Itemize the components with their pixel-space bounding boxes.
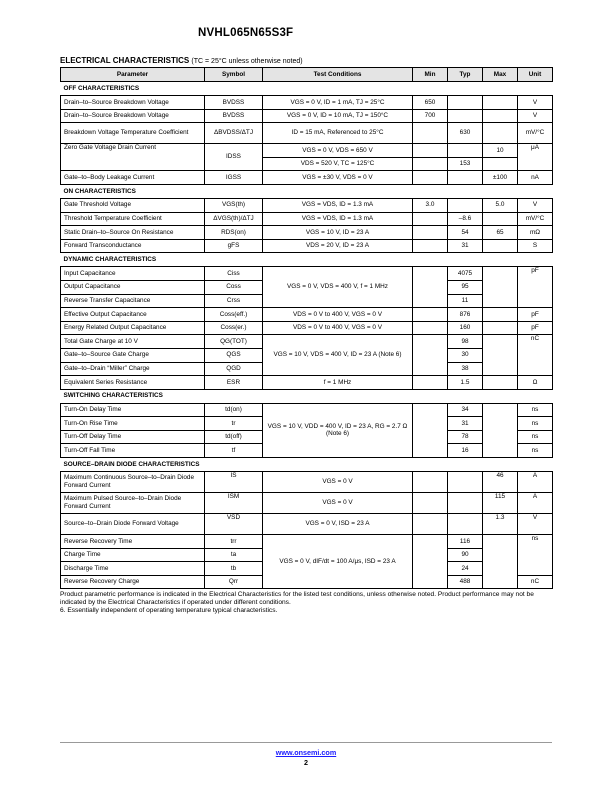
group-title: SWITCHING CHARACTERISTICS (61, 389, 553, 403)
cell-min (413, 171, 448, 185)
cell-sym: QGD (205, 362, 263, 376)
table-row (61, 198, 553, 212)
cell-sym: Coss(er.) (205, 321, 263, 335)
cell-param: Discharge Time (61, 562, 205, 576)
cell-param: Total Gate Charge at 10 V (61, 335, 205, 349)
cell-sym: tb (205, 562, 263, 576)
cell-unit: Ω (518, 376, 553, 390)
cell-typ (448, 514, 483, 535)
cell-sym: IS (205, 472, 263, 493)
cell-param: Maximum Continuous Source–to–Drain Diode Forward Current (61, 472, 205, 493)
footnote-main: Product parametric performance is indicated in the Electrical Characteristics for the listed test conditions, unless otherwise noted. Product performance may not be indicated by the Electrical Characteristics if operated under different conditions. (60, 591, 534, 607)
cell-sym: tf (205, 444, 263, 458)
section-subtitle: (TC = 25°C unless otherwise noted) (191, 58, 303, 65)
cell-cond: VGS = VDS, ID = 1.3 mA (263, 198, 413, 212)
cell-sym: trr (205, 535, 263, 549)
cell-cond: VGS = 0 V, ID = 10 mA, TJ = 150°C (263, 109, 413, 123)
cell-typ: 16 (448, 444, 483, 458)
cell-unit: mV/°C (518, 212, 553, 226)
footer-website-link[interactable]: www.onsemi.com (275, 748, 337, 757)
cell-cond: VGS = 0 V (263, 493, 413, 514)
cell-min: 650 (413, 96, 448, 110)
table-row (61, 96, 553, 110)
cell-sym: Coss (205, 280, 263, 294)
cell-min (413, 376, 448, 390)
cell-sym: QGS (205, 348, 263, 362)
footnotes (60, 591, 552, 614)
cell-max: 1.3 (483, 514, 518, 535)
cell-unit: nA (518, 171, 553, 185)
cell-cond: VDS = 0 V to 400 V, VGS = 0 V (263, 308, 413, 322)
cell-param: Drain–to–Source Breakdown Voltage (61, 96, 205, 110)
electrical-characteristics-table (60, 67, 553, 589)
group-source-drain-diode-characteristics (61, 458, 553, 472)
table-row (61, 267, 553, 281)
cell-typ (448, 198, 483, 212)
cell-unit: S (518, 239, 553, 253)
cell-min (413, 308, 448, 322)
cell-min (413, 321, 448, 335)
group-switching-characteristics (61, 389, 553, 403)
cell-typ: 876 (448, 308, 483, 322)
table-row (61, 123, 553, 144)
cell-min (413, 535, 448, 589)
cell-sym: ΔBVDSS/ΔTJ (205, 123, 263, 144)
cell-cond: VGS = 0 V, VDS = 650 V (263, 144, 413, 158)
cell-typ: 4075 (448, 267, 483, 281)
table-row (61, 239, 553, 253)
group-title: SOURCE–DRAIN DIODE CHARACTERISTICS (61, 458, 553, 472)
cell-min (413, 335, 448, 376)
cell-cond: VGS = ±30 V, VDS = 0 V (263, 171, 413, 185)
cell-max (483, 321, 518, 335)
cell-typ: 34 (448, 403, 483, 417)
cell-unit: pF (518, 321, 553, 335)
page-number: 2 (304, 758, 308, 767)
table-row (61, 514, 553, 535)
cell-sym: VSD (205, 514, 263, 535)
cell-param: Turn-On Delay Time (61, 403, 205, 417)
table-header-row (61, 68, 553, 82)
cell-min (413, 267, 448, 308)
cell-typ: 1.5 (448, 376, 483, 390)
cell-typ: 54 (448, 226, 483, 240)
cell-typ: 153 (448, 157, 483, 171)
cell-max (483, 239, 518, 253)
cell-typ: 30 (448, 348, 483, 362)
cell-cond: VDS = 520 V, TC = 125°C (263, 157, 413, 171)
cell-cond: VGS = 10 V, VDD = 400 V, ID = 23 A, RG = 2.7 Ω (Note 6) (263, 403, 413, 457)
cell-sym: BVDSS (205, 96, 263, 110)
cell-unit: ns (518, 444, 553, 458)
cell-max (483, 212, 518, 226)
cell-typ: 630 (448, 123, 483, 144)
cell-param: Equivalent Series Resistance (61, 376, 205, 390)
group-title: ON CHARACTERISTICS (61, 184, 553, 198)
cell-sym: ESR (205, 376, 263, 390)
header-test-conditions: Test Conditions (263, 68, 413, 82)
cell-unit: V (518, 96, 553, 110)
cell-cond: VGS = 0 V, ID = 1 mA, TJ = 25°C (263, 96, 413, 110)
cell-cond: f = 1 MHz (263, 376, 413, 390)
cell-max: 65 (483, 226, 518, 240)
table-row (61, 535, 553, 549)
cell-cond: VDS = 0 V to 400 V, VGS = 0 V (263, 321, 413, 335)
table-row (61, 335, 553, 349)
cell-param: Source–to–Drain Diode Forward Voltage (61, 514, 205, 535)
cell-param: Charge Time (61, 548, 205, 562)
cell-min: 3.0 (413, 198, 448, 212)
cell-typ: 98 (448, 335, 483, 349)
table-row (61, 472, 553, 493)
cell-param: Effective Output Capacitance (61, 308, 205, 322)
cell-unit: μA (518, 144, 553, 171)
cell-typ (448, 96, 483, 110)
cell-sym: Crss (205, 294, 263, 308)
cell-min (413, 144, 448, 158)
cell-sym: BVDSS (205, 109, 263, 123)
cell-min (413, 472, 448, 493)
section-title-text: ELECTRICAL CHARACTERISTICS (60, 56, 190, 65)
cell-sym: td(on) (205, 403, 263, 417)
cell-typ: –8.6 (448, 212, 483, 226)
cell-max (483, 123, 518, 144)
table-row (61, 226, 553, 240)
cell-unit: nC (518, 575, 553, 589)
header-symbol: Symbol (205, 68, 263, 82)
header-max: Max (483, 68, 518, 82)
cell-min (413, 514, 448, 535)
part-number-header: NVHL065N65S3F (198, 27, 294, 39)
table-row (61, 403, 553, 417)
cell-max (483, 267, 518, 308)
cell-sym: ΔVGS(th)/ΔTJ (205, 212, 263, 226)
table-row (61, 493, 553, 514)
cell-unit: nC (518, 335, 553, 376)
cell-param: Forward Transconductance (61, 239, 205, 253)
cell-typ: 31 (448, 239, 483, 253)
cell-param: Input Capacitance (61, 267, 205, 281)
electrical-characteristics-section (60, 56, 552, 614)
cell-min (413, 212, 448, 226)
cell-max: ±100 (483, 171, 518, 185)
cell-cond: VGS = 0 V (263, 472, 413, 493)
cell-max (483, 157, 518, 171)
cell-typ: 116 (448, 535, 483, 549)
cell-param: Reverse Recovery Time (61, 535, 205, 549)
cell-sym: ta (205, 548, 263, 562)
cell-unit: pF (518, 267, 553, 308)
cell-param: Reverse Recovery Charge (61, 575, 205, 589)
cell-param: Turn-On Rise Time (61, 417, 205, 431)
group-on-characteristics (61, 184, 553, 198)
cell-typ: 24 (448, 562, 483, 576)
cell-sym: ISM (205, 493, 263, 514)
cell-param: Turn-Off Fall Time (61, 444, 205, 458)
cell-param: Gate Threshold Voltage (61, 198, 205, 212)
cell-typ (448, 144, 483, 158)
cell-param: Breakdown Voltage Temperature Coefficient (61, 123, 205, 144)
group-dynamic-characteristics (61, 253, 553, 267)
cell-typ (448, 171, 483, 185)
cell-param: Energy Related Output Capacitance (61, 321, 205, 335)
table-row (61, 321, 553, 335)
cell-max: 10 (483, 144, 518, 158)
cell-cond: VGS = 0 V, VDS = 400 V, f = 1 MHz (263, 267, 413, 308)
cell-sym: Ciss (205, 267, 263, 281)
header-parameter: Parameter (61, 68, 205, 82)
cell-unit: ns (518, 535, 553, 576)
footnote-6: 6. Essentially independent of operating temperature typical characteristics. (60, 606, 278, 614)
cell-cond: VGS = 10 V, VDS = 400 V, ID = 23 A (Note 6) (263, 335, 413, 376)
cell-typ (448, 472, 483, 493)
cell-param: Reverse Transfer Capacitance (61, 294, 205, 308)
cell-unit: mΩ (518, 226, 553, 240)
cell-sym: IDSS (205, 144, 263, 171)
cell-sym: VGS(th) (205, 198, 263, 212)
cell-param: Gate–to–Source Gate Charge (61, 348, 205, 362)
cell-cond: VGS = 0 V, ISD = 23 A (263, 514, 413, 535)
table-row (61, 308, 553, 322)
header-unit: Unit (518, 68, 553, 82)
cell-typ: 38 (448, 362, 483, 376)
cell-typ: 31 (448, 417, 483, 431)
cell-sym: Qrr (205, 575, 263, 589)
cell-typ: 160 (448, 321, 483, 335)
cell-sym: gFS (205, 239, 263, 253)
table-row (61, 212, 553, 226)
cell-max (483, 403, 518, 457)
cell-typ: 95 (448, 280, 483, 294)
cell-typ: 78 (448, 430, 483, 444)
cell-typ: 11 (448, 294, 483, 308)
cell-max (483, 535, 518, 589)
header-typ: Typ (448, 68, 483, 82)
cell-param: Threshold Temperature Coefficient (61, 212, 205, 226)
cell-max: 115 (483, 493, 518, 514)
cell-unit: V (518, 109, 553, 123)
table-row (61, 171, 553, 185)
cell-unit: mV/°C (518, 123, 553, 144)
cell-sym: IGSS (205, 171, 263, 185)
cell-param: Output Capacitance (61, 280, 205, 294)
cell-sym: Coss(eff.) (205, 308, 263, 322)
cell-min (413, 493, 448, 514)
cell-min (413, 226, 448, 240)
cell-typ: 488 (448, 575, 483, 589)
cell-min: 700 (413, 109, 448, 123)
cell-unit: pF (518, 308, 553, 322)
table-row (61, 376, 553, 390)
cell-sym: td(off) (205, 430, 263, 444)
cell-max (483, 96, 518, 110)
cell-typ (448, 493, 483, 514)
cell-typ: 90 (448, 548, 483, 562)
cell-cond: VGS = 0 V, dIF/dt = 100 A/μs, ISD = 23 A (263, 535, 413, 589)
cell-cond: VDS = 20 V, ID = 23 A (263, 239, 413, 253)
table-row (61, 144, 553, 158)
cell-cond: VGS = VDS, ID = 1.3 mA (263, 212, 413, 226)
cell-cond: VGS = 10 V, ID = 23 A (263, 226, 413, 240)
cell-max (483, 308, 518, 322)
cell-sym: RDS(on) (205, 226, 263, 240)
cell-param: Turn-Off Delay Time (61, 430, 205, 444)
cell-unit: V (518, 514, 553, 535)
cell-min (413, 157, 448, 171)
table-row (61, 109, 553, 123)
cell-sym: QG(TOT) (205, 335, 263, 349)
cell-min (413, 123, 448, 144)
group-title: OFF CHARACTERISTICS (61, 82, 553, 96)
section-title (60, 56, 552, 65)
cell-max (483, 376, 518, 390)
cell-typ (448, 109, 483, 123)
cell-param: Maximum Pulsed Source–to–Drain Diode Forward Current (61, 493, 205, 514)
cell-max: 5.0 (483, 198, 518, 212)
cell-unit: ns (518, 430, 553, 444)
cell-param: Gate–to–Drain “Miller” Charge (61, 362, 205, 376)
cell-min (413, 403, 448, 457)
cell-param: Drain–to–Source Breakdown Voltage (61, 109, 205, 123)
group-off-characteristics (61, 82, 553, 96)
cell-unit: A (518, 493, 553, 514)
cell-unit: ns (518, 417, 553, 431)
cell-unit: ns (518, 403, 553, 417)
header-min: Min (413, 68, 448, 82)
cell-max (483, 109, 518, 123)
footer-divider (60, 742, 552, 743)
cell-min (413, 239, 448, 253)
cell-unit: V (518, 198, 553, 212)
cell-param: Zero Gate Voltage Drain Current (61, 144, 205, 171)
cell-unit: A (518, 472, 553, 493)
cell-max (483, 335, 518, 376)
cell-cond: ID = 15 mA, Referenced to 25°C (263, 123, 413, 144)
cell-param: Static Drain–to–Source On Resistance (61, 226, 205, 240)
group-title: DYNAMIC CHARACTERISTICS (61, 253, 553, 267)
cell-param: Gate–to–Body Leakage Current (61, 171, 205, 185)
cell-sym: tr (205, 417, 263, 431)
cell-max: 46 (483, 472, 518, 493)
